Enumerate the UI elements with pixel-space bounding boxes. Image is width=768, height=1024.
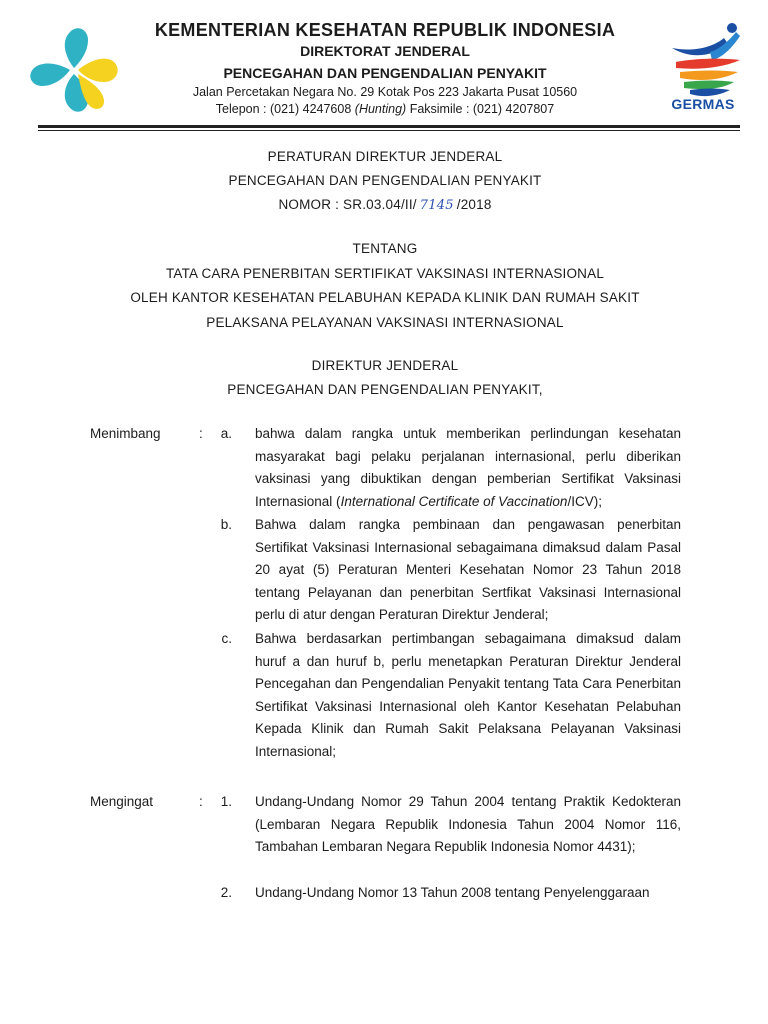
division-name: PENCEGAHAN DAN PENGENDALIAN PENYAKIT: [223, 65, 547, 81]
regulation-number-suffix: /2018: [456, 197, 492, 212]
fax-number: Faksimile : (021) 4207807: [409, 102, 555, 116]
germas-figure-head: [727, 23, 737, 33]
menimbang-item-b: Bahwa dalam rangka pembinaan dan pengawasan penerbitan Sertifikat Vaksinasi Internasional sebagaimana dimaksud dalam Pasal 20 ayat (5) Peraturan Menteri Kesehatan Nomor 23 Tahun 2018 tentang Pelayanan dan penerbitan Sertfikat Vaksinasi Internasional perlu di atur dengan Peraturan Direktur Jenderal;: [255, 517, 681, 623]
menimbang-marker-c: c.: [221, 631, 232, 646]
regulation-number: [40, 193, 730, 218]
issuer-block: [40, 354, 730, 402]
germas-wordmark: GERMAS: [671, 96, 735, 112]
subject-block: [40, 237, 730, 335]
ministry-logo-icon: [26, 24, 122, 116]
issuer-line-1: DIREKTUR JENDERAL: [311, 358, 459, 373]
menimbang-item-a-text: bahwa dalam rangka untuk memberikan perlindungan kesehatan masyarakat bagi pelaku perjalanan internasional, perlu diberikan vaksinasi yang dibuktikan dengan pemberian Sertifikat Vaksinasi Internasional (: [255, 426, 681, 509]
letterhead-divider-thin: [38, 130, 740, 131]
mengingat-marker-1: 1.: [220, 794, 232, 809]
subject-heading: TENTANG: [352, 241, 418, 256]
logo-leaf-left: [30, 64, 70, 86]
menimbang-marker-b: b.: [220, 517, 232, 532]
menimbang-item-a-italic: International Certificate of Vaccination: [340, 493, 568, 509]
germas-band-orange: [680, 71, 738, 81]
menimbang-item-c: Bahwa berdasarkan pertimbangan sebagaimana dimaksud dalam huruf a dan huruf b, perlu menetapkan Peraturan Direktur Jenderal Pencegahan dan Pengendalian Penyakit tentang Tata Cara Penerbitan Sertifikat Vaksinasi Internasional oleh Kantor Kesehatan Pelabuhan Kepada Klinik dan Rumah Sakit Pelaksana Pelayanan Vaksinasi Internasional;: [255, 631, 681, 759]
subject-line-1: TATA CARA PENERBITAN SERTIFIKAT VAKSINASI INTERNASIONAL: [165, 265, 605, 281]
menimbang-colon: :: [199, 426, 203, 441]
address: Jalan Percetakan Negara No. 29 Kotak Pos 223 Jakarta Pusat 10560: [192, 85, 578, 99]
mengingat-marker-2: 2.: [220, 885, 232, 900]
subject-line-2: OLEH KANTOR KESEHATAN PELABUHAN KEPADA KLINIK DAN RUMAH SAKIT: [130, 290, 640, 305]
directorate-name: DIREKTORAT JENDERAL: [300, 43, 470, 59]
mengingat-label: Mengingat: [90, 794, 154, 809]
logo-leaf-top: [65, 28, 88, 68]
regulation-number-prefix: NOMOR : SR.03.04/II/: [278, 197, 417, 212]
menimbang-item-a-tail: /ICV);: [567, 493, 602, 509]
regulation-line-2: PENCEGAHAN DAN PENGENDALIAN PENYAKIT: [228, 173, 542, 188]
mengingat-item-2: Undang-Undang Nomor 13 Tahun 2008 tentang Penyelenggaraan: [255, 885, 650, 900]
phone-number: Telepon : (021) 4247608: [215, 102, 352, 116]
phone-note: (Hunting): [354, 102, 407, 116]
contact-line: [120, 101, 650, 118]
ministry-name: KEMENTERIAN KESEHATAN REPUBLIK INDONESIA: [154, 20, 616, 40]
letterhead-divider-thick: [38, 125, 740, 128]
germas-band-red: [676, 59, 740, 69]
germas-band-blue: [690, 89, 730, 97]
germas-band-green: [684, 81, 734, 90]
letterhead: [120, 18, 650, 118]
regulation-line-1: PERATURAN DIREKTUR JENDERAL: [267, 149, 503, 164]
issuer-line-2: PENCEGAHAN DAN PENGENDALIAN PENYAKIT,: [227, 382, 543, 397]
menimbang-item-a: [255, 423, 681, 513]
mengingat-colon: :: [199, 794, 203, 809]
menimbang-marker-a: a.: [220, 426, 232, 441]
menimbang-label: Menimbang: [90, 426, 161, 441]
regulation-title: [40, 145, 730, 218]
subject-line-3: PELAKSANA PELAYANAN VAKSINASI INTERNASIONAL: [206, 314, 564, 330]
mengingat-item-1: Undang-Undang Nomor 29 Tahun 2004 tentang Praktik Kedokteran (Lembaran Negara Republik Indonesia Tahun 2004 Nomor 116, Tambahan Lembaran Negara Republik Indonesia Nomor 4431);: [255, 794, 681, 855]
regulation-number-handwritten: 7145: [419, 198, 454, 213]
